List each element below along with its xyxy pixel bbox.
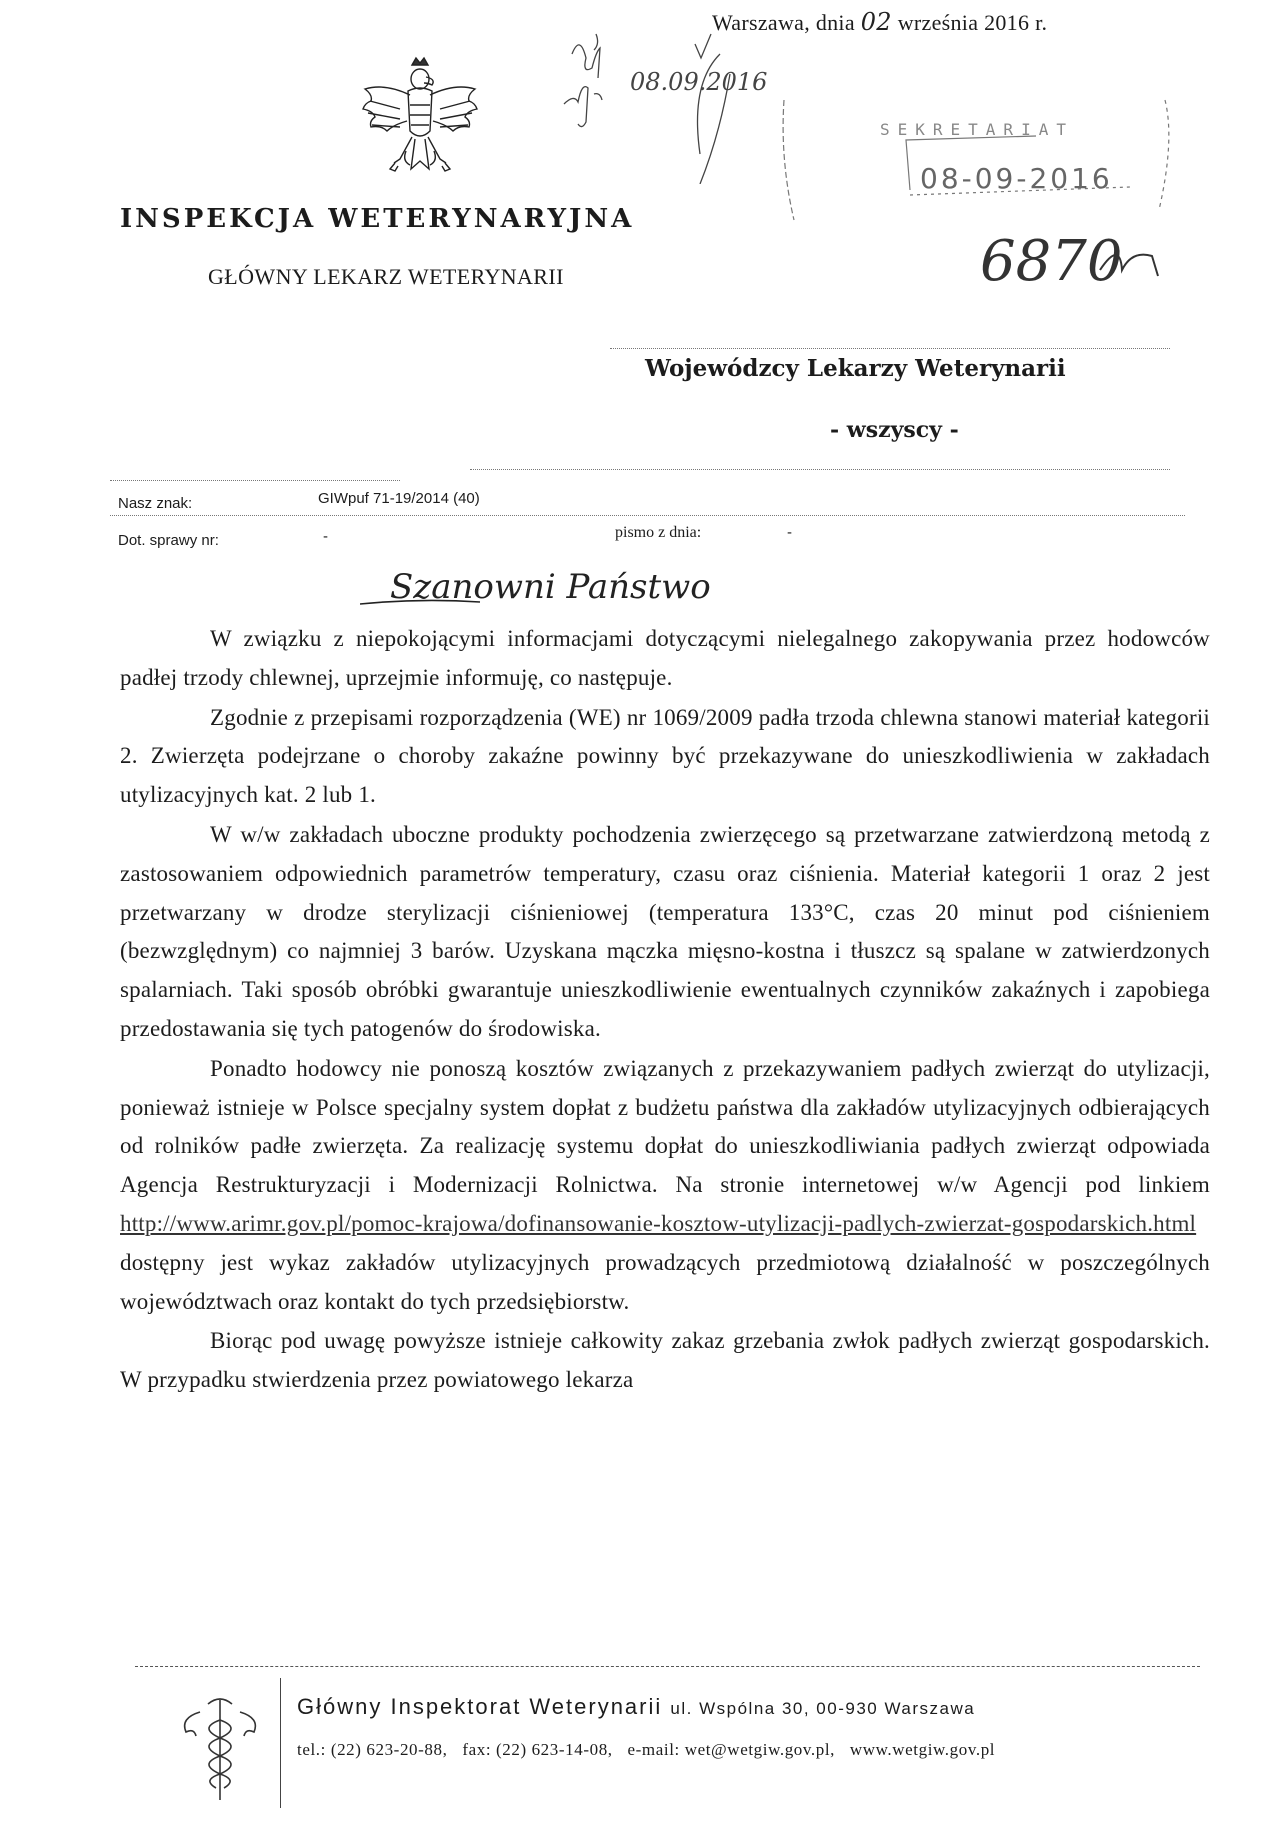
footer-divider [280,1678,281,1808]
body-paragraph-1: W związku z niepokojącymi informacjami dotyczącymi nielegalnego zakopywania przez hodowców padłej trzody chlewnej, uprzejmie informuję, co następuje. [120,626,1210,690]
stamp-date: 08-09-2016 [920,162,1113,195]
caduceus-logo-icon [160,1690,280,1810]
footer-org: Główny Inspektorat Weterynarii [297,1694,663,1719]
footer-address: ul. Wspólna 30, 00-930 Warszawa [670,1699,976,1718]
meta-mid-rule [110,515,1185,516]
handwritten-salutation [360,552,810,624]
footer-website: www.wetgiw.gov.pl [849,1740,996,1759]
footer-organization-line [297,1694,975,1720]
footer-rule [135,1666,1200,1667]
secretariat-stamp [780,80,1180,320]
our-ref-value: GIWpuf 71-19/2014 (40) [318,490,480,507]
body-paragraph-3: W w/w zakładach uboczne produkty pochodzenia zwierzęcego są przetwarzane zatwierdzoną metodą z zastosowaniem odpowiednich parametrów temperatury, czasu oraz ciśnienia. Materiał kategorii 1 oraz 2 jest przetwarzany w drodze sterylizacji ciśnieniowej (temperatura 133°C, czas 20 minut pod ciśnieniem (bezwzględnym) co najmniej 3 barów. Uzyskana mączka mięsno-kostna i tłuszcz są spalane w zatwierdzonych spalarniach. Taki sposób obróbki gwarantuje unieszkodliwienie ewentualnych czynników zakaźnych i zapobiega przedostawania się tych patogenów do środowiska. [120,821,1210,1041]
polish-eagle-emblem-icon [360,55,480,185]
case-number-value: - [323,528,328,545]
recipient-bottom-rule [470,469,1170,470]
body-paragraph-2: Zgodnie z przepisami rozporządzenia (WE) nr 1069/2009 padła trzoda chlewna stanowi materiał kategorii 2. Zwierzęta podejrzane o choroby zakaźne powinny być przekazywane do unieszkodliwienia w zakładach utylizacyjnych kat. 2 lub 1. [120,704,1210,808]
meta-top-rule [110,480,400,481]
letter-date-label: pismo z dnia: [615,524,702,541]
registration-number-handwritten: 6870 [980,229,1123,294]
margin-note-date: 08.09.2016 [630,68,768,96]
footer-email: e-mail: wet@wetgiw.gov.pl, [627,1740,836,1759]
case-number-label: Dot. sprawy nr: [118,532,219,549]
recipient-all: - wszyscy - [830,417,959,443]
salutation-text: Szanowni Państwo [390,567,711,607]
date-suffix: września 2016 r. [897,10,1048,35]
body-paragraph-4-outro: dostępny jest wykaz zakładów utylizacyjnych prowadzących przedmiotową działalność w poszczególnych województwach oraz kontakt do tych przedsiębiorstw. [120,1249,1210,1314]
date-day-handwritten: 02 [860,8,892,36]
arimr-link[interactable]: http://www.arimr.gov.pl/pomoc-krajowa/dofinansowanie-kosztow-utylizacji-padlych-zwierzat-gospodarskich.html [120,1210,1197,1236]
body-paragraph-4-intro: Ponadto hodowcy nie ponoszą kosztów związanych z przekazywaniem padłych zwierząt do utylizacji, ponieważ istnieje w Polsce specjalny system dopłat z budżetu państwa dla zakładów utylizacyjnych odbierających od rolników padłe zwierzęta. Za realizację systemu dopłat do unieszkodliwiania padłych zwierząt odpowiada Agencja Restrukturyzacji i Modernizacji Rolnictwa. Na stronie internetowej w/w Agencji pod linkiem [120,1055,1210,1198]
institution-name: INSPEKCJA WETERYNARYJNA [120,204,635,234]
letter-body [120,620,1210,1401]
footer-tel: tel.: (22) 623-20-88, [297,1740,448,1759]
recipient-title: Wojewódzcy Lekarzy Weterynarii [645,355,1066,382]
stamp-title: SEKRETARIAT [880,120,1074,139]
recipient-top-rule [610,348,1170,349]
footer-contact-line [297,1740,1005,1760]
footer-fax: fax: (22) 623-14-08, [462,1740,613,1759]
our-ref-label: Nasz znak: [118,495,193,512]
body-paragraph-4 [120,1050,1210,1322]
body-paragraph-5: Biorąc pod uwagę powyższe istnieje całkowity zakaz grzebania zwłok padłych zwierząt gospodarskich. W przypadku stwierdzenia przez powiatowego lekarza [120,1328,1210,1393]
office-name: GŁÓWNY LEKARZ WETERYNARII [208,264,564,289]
date-prefix: Warszawa, dnia [712,10,855,35]
letter-date-value: - [787,524,792,541]
